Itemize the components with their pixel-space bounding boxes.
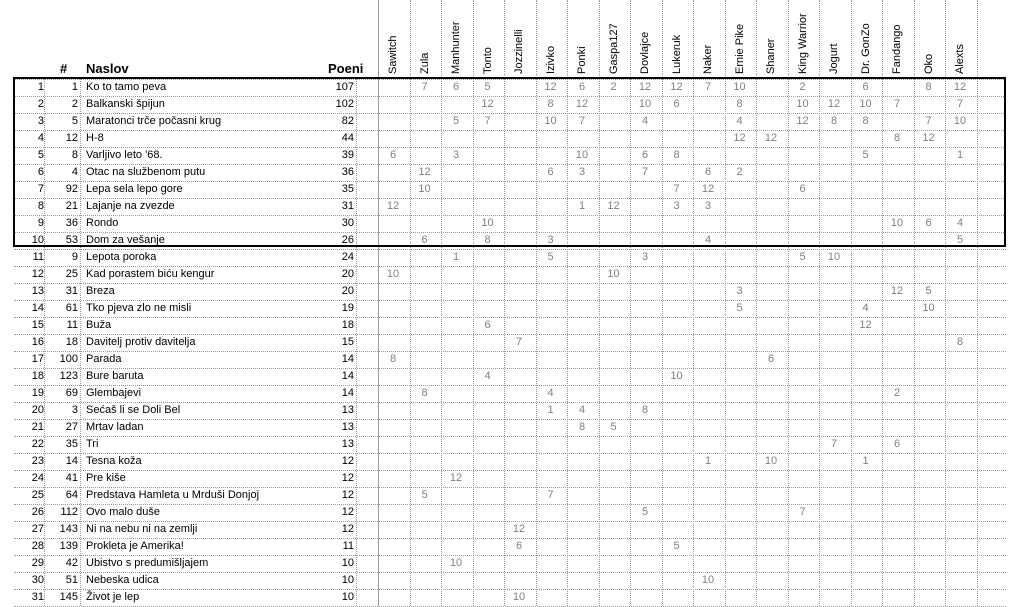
vote-cell: 6 bbox=[578, 81, 586, 93]
vote-cell: 7 bbox=[515, 336, 523, 348]
row-number: 9 bbox=[71, 251, 78, 263]
row-title: Maratonci trče počasni krug bbox=[86, 115, 222, 127]
row-title: Glembajevi bbox=[86, 387, 142, 399]
vote-cell: 12 bbox=[733, 132, 746, 144]
grid-vline bbox=[756, 0, 757, 606]
row-rank: 29 bbox=[31, 557, 44, 569]
row-title: Prokleta je Amerika! bbox=[86, 540, 184, 552]
row-title: Buža bbox=[86, 319, 112, 331]
header-num: # bbox=[60, 61, 68, 76]
vote-cell: 12 bbox=[575, 98, 589, 110]
row-rank: 22 bbox=[31, 438, 44, 450]
vote-cell: 12 bbox=[670, 81, 683, 93]
voter-header: Lukeruk bbox=[670, 34, 683, 74]
row-title: Parada bbox=[86, 353, 122, 365]
vote-cell: 10 bbox=[386, 268, 400, 280]
row-points: 14 bbox=[341, 370, 354, 382]
row-number: 27 bbox=[65, 421, 78, 433]
row-points: 18 bbox=[341, 319, 354, 331]
row-points: 14 bbox=[341, 353, 354, 365]
row-title: Kad porastem biću kengur bbox=[86, 268, 215, 280]
row-number: 123 bbox=[59, 370, 78, 382]
vote-cell: 3 bbox=[578, 166, 586, 178]
grid-vline bbox=[356, 79, 357, 606]
row-number: 18 bbox=[65, 336, 78, 348]
vote-cell: 10 bbox=[733, 81, 746, 93]
row-number: 139 bbox=[59, 540, 78, 552]
vote-cell: 6 bbox=[389, 149, 397, 161]
vote-cell: 2 bbox=[799, 81, 806, 93]
row-rank: 25 bbox=[31, 489, 44, 501]
voter-header: Manhunter bbox=[450, 21, 462, 74]
row-points: 44 bbox=[341, 132, 354, 144]
voter-header: Shaner bbox=[765, 38, 777, 74]
vote-cell: 6 bbox=[704, 166, 712, 178]
row-number: 8 bbox=[71, 149, 78, 161]
vote-cell: 10 bbox=[890, 217, 904, 229]
row-title: Ovo malo duše bbox=[86, 506, 160, 518]
grid-vline bbox=[882, 0, 883, 606]
row-rank: 28 bbox=[31, 540, 44, 552]
vote-cell: 10 bbox=[418, 183, 431, 195]
vote-cell: 6 bbox=[452, 81, 460, 93]
row-title: Dom za vešanje bbox=[86, 234, 165, 246]
vote-cell: 8 bbox=[956, 336, 964, 348]
vote-cell: 7 bbox=[925, 115, 932, 127]
vote-cell: 8 bbox=[673, 149, 680, 161]
vote-cell: 4 bbox=[704, 234, 712, 246]
row-points: 82 bbox=[341, 115, 354, 127]
vote-cell: 10 bbox=[796, 98, 809, 110]
row-rank: 12 bbox=[31, 268, 44, 280]
row-title: Rondo bbox=[86, 217, 119, 229]
vote-cell: 4 bbox=[641, 115, 649, 127]
vote-cell: 8 bbox=[830, 115, 838, 127]
vote-cell: 1 bbox=[547, 404, 554, 416]
grid-vline bbox=[504, 0, 505, 606]
vote-cell: 10 bbox=[670, 370, 683, 382]
vote-cell: 12 bbox=[386, 200, 400, 212]
vote-cell: 10 bbox=[953, 115, 967, 127]
row-points: 19 bbox=[341, 302, 354, 314]
row-rank: 27 bbox=[31, 523, 44, 535]
vote-cell: 5 bbox=[421, 489, 428, 501]
vote-cell: 3 bbox=[641, 251, 649, 263]
row-title: Bure baruta bbox=[86, 370, 144, 382]
row-points: 12 bbox=[341, 523, 354, 535]
row-number: 2 bbox=[71, 98, 78, 110]
vote-cell: 12 bbox=[827, 98, 841, 110]
row-rank: 8 bbox=[37, 200, 44, 212]
vote-cell: 7 bbox=[421, 81, 428, 93]
vote-cell: 6 bbox=[547, 166, 554, 178]
vote-cell: 10 bbox=[575, 149, 589, 161]
vote-cell: 5 bbox=[610, 421, 617, 433]
row-rank: 9 bbox=[37, 217, 44, 229]
vote-cell: 5 bbox=[799, 251, 806, 263]
vote-cell: 12 bbox=[481, 98, 494, 110]
row-points: 31 bbox=[341, 200, 354, 212]
vote-cell: 5 bbox=[673, 540, 680, 552]
row-number: 12 bbox=[65, 132, 78, 144]
row-number: 31 bbox=[65, 285, 78, 297]
vote-cell: 5 bbox=[862, 149, 869, 161]
row-number: 112 bbox=[60, 506, 78, 518]
grid-vline bbox=[80, 79, 81, 606]
row-rank: 7 bbox=[37, 183, 44, 195]
vote-cell: 1 bbox=[704, 455, 712, 467]
row-rank: 10 bbox=[31, 234, 44, 246]
row-number: 35 bbox=[65, 438, 78, 450]
voter-header: Dr. GonZo bbox=[859, 23, 872, 74]
vote-cell: 3 bbox=[452, 149, 460, 161]
vote-cell: 8 bbox=[389, 353, 397, 365]
row-number: 21 bbox=[65, 200, 78, 212]
vote-cell: 6 bbox=[893, 438, 901, 450]
row-title: H-8 bbox=[86, 132, 104, 144]
voter-header: Dovlajce bbox=[639, 31, 651, 74]
vote-cell: 3 bbox=[547, 234, 554, 246]
row-number: 61 bbox=[65, 302, 78, 314]
vote-cell: 2 bbox=[736, 166, 743, 178]
vote-cell: 7 bbox=[893, 98, 901, 110]
vote-cell: 6 bbox=[421, 234, 428, 246]
row-rank: 18 bbox=[31, 370, 44, 382]
vote-cell: 10 bbox=[607, 268, 620, 280]
row-title: Lajanje na zvezde bbox=[86, 200, 175, 212]
vote-cell: 12 bbox=[512, 523, 526, 535]
row-title: Balkanski špijun bbox=[86, 98, 165, 110]
vote-cell: 7 bbox=[673, 183, 680, 195]
row-points: 12 bbox=[341, 506, 354, 518]
vote-cell: 6 bbox=[767, 353, 775, 365]
row-rank: 31 bbox=[31, 591, 44, 603]
row-rank: 4 bbox=[37, 132, 44, 144]
vote-cell: 4 bbox=[547, 387, 554, 399]
row-rank: 6 bbox=[37, 166, 44, 178]
vote-cell: 10 bbox=[764, 455, 778, 467]
vote-cell: 10 bbox=[544, 115, 557, 127]
row-points: 20 bbox=[341, 268, 354, 280]
row-rank: 20 bbox=[31, 404, 44, 416]
row-points: 12 bbox=[341, 489, 354, 501]
voter-header: Oko bbox=[922, 53, 935, 74]
vote-cell: 6 bbox=[515, 540, 523, 552]
row-points: 10 bbox=[341, 591, 354, 603]
vote-cell: 6 bbox=[925, 217, 932, 229]
row-rank: 3 bbox=[37, 115, 44, 127]
row-title: Breza bbox=[86, 285, 115, 297]
grid-vline bbox=[977, 0, 978, 606]
row-points: 15 bbox=[341, 336, 354, 348]
voter-header: Ernie Pike bbox=[733, 23, 746, 74]
vote-cell: 12 bbox=[890, 285, 904, 297]
voter-header: Alexts bbox=[954, 44, 966, 74]
voter-header: Fandango bbox=[891, 24, 903, 74]
row-number: 36 bbox=[65, 217, 78, 229]
row-rank: 15 bbox=[31, 319, 44, 331]
row-points: 24 bbox=[341, 251, 354, 263]
row-points: 13 bbox=[341, 421, 354, 433]
vote-cell: 6 bbox=[673, 98, 680, 110]
row-rank: 19 bbox=[31, 387, 44, 399]
vote-cell: 8 bbox=[421, 387, 428, 399]
row-points: 35 bbox=[341, 183, 354, 195]
vote-cell: 3 bbox=[736, 285, 743, 297]
row-number: 42 bbox=[65, 557, 78, 569]
vote-cell: 10 bbox=[701, 574, 715, 586]
row-points: 13 bbox=[341, 438, 354, 450]
row-rank: 21 bbox=[31, 421, 44, 433]
vote-cell: 6 bbox=[641, 149, 649, 161]
row-title: Tesna koža bbox=[86, 455, 142, 467]
row-number: 69 bbox=[65, 387, 78, 399]
vote-cell: 8 bbox=[925, 81, 932, 93]
row-rank: 5 bbox=[37, 149, 44, 161]
vote-cell: 2 bbox=[893, 387, 901, 399]
vote-cell: 10 bbox=[827, 251, 841, 263]
row-title: Nebeska udica bbox=[86, 574, 159, 586]
vote-cell: 3 bbox=[673, 200, 680, 212]
row-number: 100 bbox=[59, 353, 78, 365]
vote-cell: 8 bbox=[893, 132, 901, 144]
vote-cell: 8 bbox=[547, 98, 554, 110]
vote-cell: 10 bbox=[481, 217, 494, 229]
row-title: Ni na nebu ni na zemlji bbox=[86, 523, 198, 535]
vote-cell: 5 bbox=[956, 234, 964, 246]
vote-cell: 7 bbox=[799, 506, 806, 518]
row-title: Tri bbox=[86, 438, 99, 450]
vote-cell: 4 bbox=[578, 404, 586, 416]
header-points: Poeni bbox=[328, 61, 364, 76]
vote-cell: 7 bbox=[641, 166, 649, 178]
vote-cell: 10 bbox=[638, 98, 652, 110]
vote-cell: 1 bbox=[862, 455, 869, 467]
voter-header: Tonto bbox=[481, 47, 494, 74]
row-title: Tko pjeva zlo ne misli bbox=[86, 302, 192, 314]
vote-cell: 1 bbox=[956, 149, 964, 161]
row-number: 14 bbox=[65, 455, 78, 467]
row-number: 92 bbox=[65, 183, 78, 195]
row-number: 51 bbox=[65, 574, 78, 586]
grid-vline bbox=[378, 0, 379, 606]
vote-cell: 2 bbox=[610, 81, 617, 93]
row-points: 10 bbox=[341, 574, 354, 586]
row-title: Ubistvo s predumišljajem bbox=[86, 557, 209, 569]
vote-cell: 1 bbox=[452, 251, 460, 263]
voter-header: King Warrior bbox=[796, 13, 809, 74]
row-number: 41 bbox=[65, 472, 78, 484]
row-number: 145 bbox=[59, 591, 78, 603]
vote-cell: 7 bbox=[547, 489, 554, 501]
row-title: Davitelj protiv davitelja bbox=[86, 336, 196, 348]
vote-cell: 12 bbox=[607, 200, 620, 212]
vote-cell: 10 bbox=[859, 98, 872, 110]
vote-cell: 3 bbox=[704, 200, 712, 212]
row-points: 107 bbox=[335, 81, 354, 93]
row-points: 10 bbox=[341, 557, 354, 569]
vote-cell: 4 bbox=[956, 217, 964, 229]
row-points: 12 bbox=[341, 472, 354, 484]
vote-cell: 1 bbox=[578, 200, 586, 212]
vote-cell: 4 bbox=[862, 302, 869, 314]
vote-cell: 8 bbox=[484, 234, 491, 246]
grid-vline bbox=[819, 0, 820, 606]
vote-cell: 5 bbox=[641, 506, 649, 518]
vote-cell: 6 bbox=[862, 81, 869, 93]
voter-header: Izivko bbox=[544, 45, 557, 74]
vote-cell: 7 bbox=[484, 115, 491, 127]
row-rank: 2 bbox=[37, 98, 44, 110]
row-title: Ko to tamo peva bbox=[86, 81, 167, 93]
vote-cell: 10 bbox=[512, 591, 526, 603]
row-number: 3 bbox=[71, 404, 78, 416]
row-number: 5 bbox=[71, 115, 78, 127]
header-title: Naslov bbox=[86, 61, 129, 76]
vote-cell: 12 bbox=[449, 472, 463, 484]
vote-cell: 4 bbox=[484, 370, 491, 382]
row-title: Sećaš li se Doli Bel bbox=[86, 404, 181, 416]
voter-header: Gaspa127 bbox=[607, 23, 620, 74]
row-title: Mrtav ladan bbox=[86, 421, 144, 433]
vote-cell: 12 bbox=[859, 319, 872, 331]
row-title: Lepota poroka bbox=[86, 251, 157, 263]
row-rank: 24 bbox=[31, 472, 44, 484]
vote-cell: 5 bbox=[452, 115, 460, 127]
row-points: 102 bbox=[335, 98, 354, 110]
row-points: 14 bbox=[341, 387, 354, 399]
vote-cell: 12 bbox=[701, 183, 715, 195]
row-points: 36 bbox=[341, 166, 354, 178]
row-number: 1 bbox=[71, 81, 78, 93]
row-rank: 16 bbox=[31, 336, 44, 348]
vote-cell: 6 bbox=[484, 319, 491, 331]
vote-cell: 8 bbox=[736, 98, 743, 110]
row-title: Predstava Hamleta u Mrduši Donjoj bbox=[86, 489, 260, 501]
row-rank: 11 bbox=[32, 251, 44, 263]
voter-header: Jogurt bbox=[828, 43, 840, 74]
vote-cell: 5 bbox=[547, 251, 554, 263]
row-points: 11 bbox=[342, 540, 354, 552]
voter-header: Ponki bbox=[576, 46, 588, 74]
row-number: 11 bbox=[66, 319, 78, 331]
vote-cell: 5 bbox=[925, 285, 932, 297]
voter-header: Zula bbox=[418, 52, 431, 74]
row-points: 26 bbox=[341, 234, 354, 246]
row-rank: 17 bbox=[31, 353, 44, 365]
row-rank: 13 bbox=[31, 285, 44, 297]
row-title: Varljivo leto '68. bbox=[86, 149, 163, 161]
vote-cell: 12 bbox=[953, 81, 967, 93]
row-title: Lepa sela lepo gore bbox=[86, 183, 183, 195]
row-points: 20 bbox=[341, 285, 354, 297]
voter-header: Sawitch bbox=[387, 35, 399, 74]
vote-cell: 7 bbox=[578, 115, 586, 127]
row-rank: 30 bbox=[31, 574, 44, 586]
vote-cell: 12 bbox=[922, 132, 935, 144]
vote-cell: 12 bbox=[418, 166, 431, 178]
row-number: 25 bbox=[65, 268, 78, 280]
vote-cell: 12 bbox=[544, 81, 557, 93]
row-title: Život je lep bbox=[86, 591, 140, 603]
vote-cell: 4 bbox=[736, 115, 743, 127]
row-points: 39 bbox=[341, 149, 354, 161]
vote-cell: 10 bbox=[922, 302, 935, 314]
row-rank: 14 bbox=[31, 302, 44, 314]
vote-cell: 8 bbox=[578, 421, 586, 433]
voter-header: Naker bbox=[702, 44, 714, 74]
vote-cell: 12 bbox=[764, 132, 778, 144]
row-rank: 1 bbox=[37, 81, 44, 93]
vote-cell: 7 bbox=[956, 98, 964, 110]
row-points: 12 bbox=[341, 455, 354, 467]
vote-cell: 6 bbox=[799, 183, 806, 195]
vote-cell: 12 bbox=[638, 81, 652, 93]
vote-cell: 5 bbox=[484, 81, 491, 93]
row-number: 64 bbox=[65, 489, 78, 501]
vote-cell: 7 bbox=[830, 438, 838, 450]
vote-cell: 5 bbox=[736, 302, 743, 314]
row-number: 4 bbox=[71, 166, 78, 178]
row-points: 13 bbox=[341, 404, 354, 416]
row-rank: 23 bbox=[31, 455, 44, 467]
row-title: Pre kiše bbox=[86, 472, 126, 484]
row-points: 30 bbox=[341, 217, 354, 229]
row-rank: 26 bbox=[31, 506, 44, 518]
voter-header: Jozzinelli bbox=[513, 29, 525, 74]
row-number: 143 bbox=[59, 523, 78, 535]
row-number: 53 bbox=[65, 234, 78, 246]
vote-cell: 8 bbox=[862, 115, 869, 127]
vote-cell: 10 bbox=[449, 557, 463, 569]
row-title: Otac na službenom putu bbox=[86, 166, 206, 178]
vote-cell: 12 bbox=[796, 115, 809, 127]
vote-cell: 7 bbox=[704, 81, 712, 93]
vote-cell: 8 bbox=[641, 404, 649, 416]
